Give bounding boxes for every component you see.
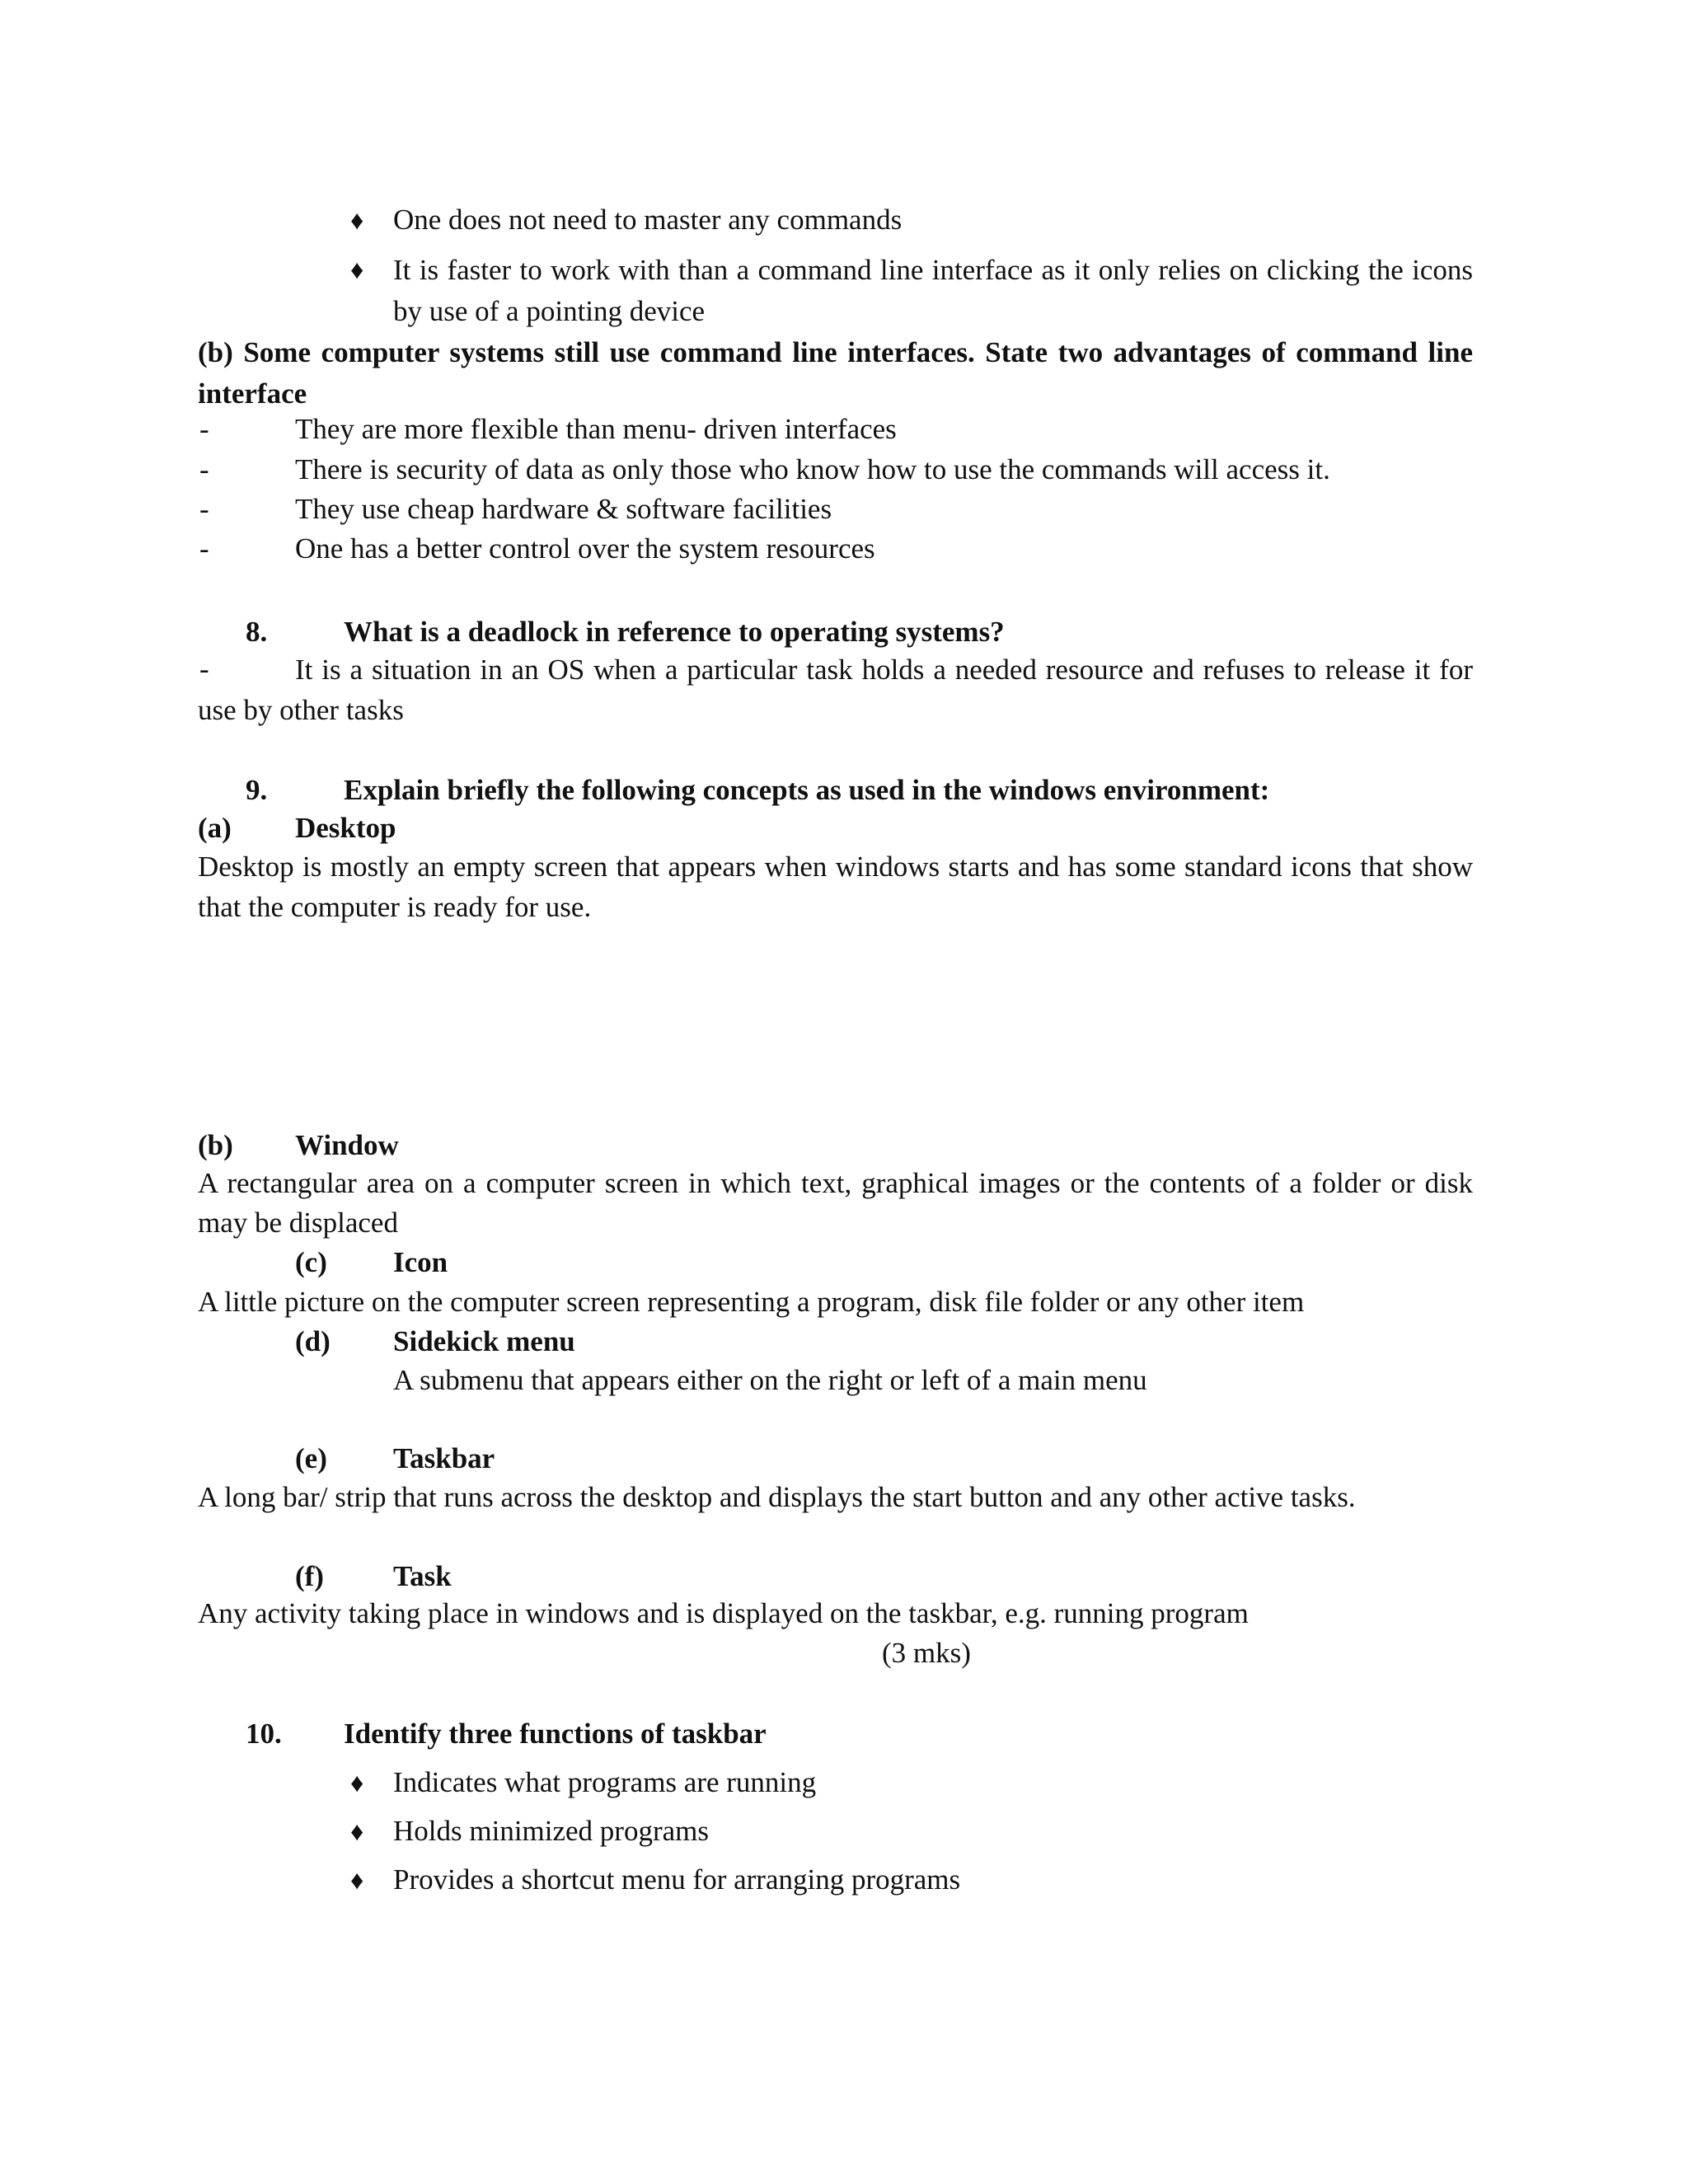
q10-bullet-3: Provides a shortcut menu for arranging programs bbox=[393, 1863, 961, 1896]
q9b-text: A rectangular area on a computer screen in which text, graphical images or the contents of a folder or disk may be displaced bbox=[198, 1167, 1473, 1239]
q9f-title: Task bbox=[393, 1560, 452, 1592]
q9a-text: Desktop is mostly an empty screen that appears when windows starts and has some standard icons that show that the computer is ready for use. bbox=[198, 851, 1473, 923]
q9b-title: Window bbox=[295, 1129, 399, 1161]
q10-number: 10. bbox=[246, 1718, 282, 1750]
dash-marker: - bbox=[199, 493, 209, 525]
q9e-title: Taskbar bbox=[393, 1442, 495, 1474]
q9-question: Explain briefly the following concepts as used in the windows environment: bbox=[344, 774, 1270, 806]
q8-number: 8. bbox=[246, 616, 268, 648]
bullet-diamond-icon: ♦ bbox=[350, 205, 364, 235]
cli-question: (b) Some computer systems still use command line interfaces. State two advantages of command line interface bbox=[198, 336, 1473, 410]
q9f-label: (f) bbox=[295, 1560, 324, 1592]
q9-marks: (3 mks) bbox=[882, 1637, 971, 1669]
q9c-text: A little picture on the computer screen representing a program, disk file folder or any other item bbox=[198, 1286, 1305, 1318]
q9c-label: (c) bbox=[295, 1246, 327, 1278]
q10-bullet-1: Indicates what programs are running bbox=[393, 1766, 817, 1798]
cli-answer-2: There is security of data as only those who know how to use the commands will access it. bbox=[295, 453, 1330, 485]
q9e-label: (e) bbox=[295, 1442, 327, 1474]
q9-number: 9. bbox=[246, 774, 268, 806]
dash-marker: - bbox=[199, 532, 209, 565]
q9f-text: Any activity taking place in windows and is displayed on the taskbar, e.g. running program bbox=[198, 1597, 1249, 1629]
q9d-label: (d) bbox=[295, 1325, 331, 1357]
dash-marker: - bbox=[199, 453, 209, 485]
q10-question: Identify three functions of taskbar bbox=[344, 1718, 767, 1750]
q9d-title: Sidekick menu bbox=[393, 1325, 575, 1357]
cli-answer-4: One has a better control over the system resources bbox=[295, 532, 875, 565]
dash-marker: - bbox=[199, 653, 209, 685]
q10-bullet-2: Holds minimized programs bbox=[393, 1815, 710, 1847]
bullet-diamond-icon: ♦ bbox=[350, 1768, 364, 1797]
q9c-title: Icon bbox=[393, 1246, 448, 1278]
q9a-label: (a) bbox=[198, 812, 232, 844]
q9e-text: A long bar/ strip that runs across the desktop and displays the start button and any other active tasks. bbox=[198, 1481, 1356, 1513]
bullet-diamond-icon: ♦ bbox=[350, 1865, 364, 1895]
cli-answer-3: They use cheap hardware & software facilities bbox=[295, 493, 832, 525]
bullet-diamond-icon: ♦ bbox=[350, 1816, 364, 1846]
dash-marker: - bbox=[199, 413, 209, 445]
q8-question: What is a deadlock in reference to operating systems? bbox=[344, 616, 1005, 648]
cli-answer-1: They are more flexible than menu- driven interfaces bbox=[295, 413, 897, 445]
gui-bullet-1: One does not need to master any commands bbox=[393, 204, 903, 236]
bullet-diamond-icon: ♦ bbox=[350, 255, 364, 284]
q9d-text: A submenu that appears either on the right or left of a main menu bbox=[393, 1364, 1147, 1396]
q8-answer: It is a situation in an OS when a particular task holds a needed resource and refuses to release it for use by other tasks bbox=[198, 654, 1473, 726]
q9b-label: (b) bbox=[198, 1129, 233, 1161]
q9a-title: Desktop bbox=[295, 812, 396, 844]
gui-bullet-2: It is faster to work with than a command line interface as it only relies on clicking the icons by use of a pointing device bbox=[393, 254, 1473, 327]
